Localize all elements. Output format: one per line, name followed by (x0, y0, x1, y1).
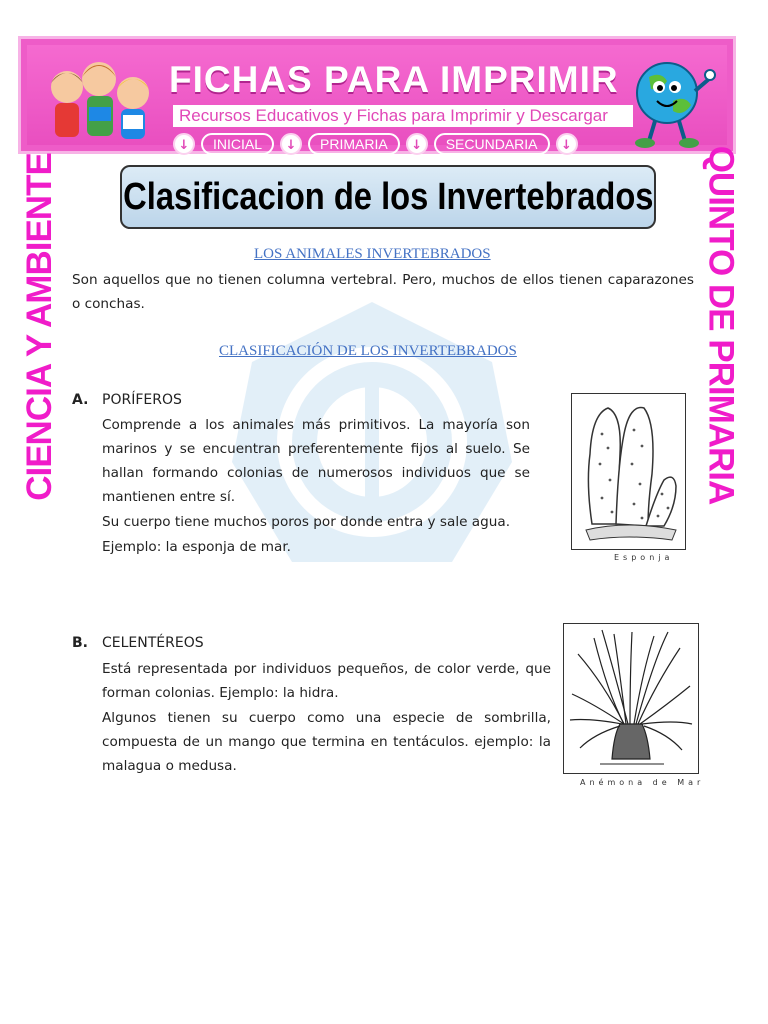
banner-background (27, 45, 727, 153)
subject-label (10, 153, 70, 501)
classification-heading: CLASIFICACIÓN DE LOS INVERTEBRADOS (219, 343, 517, 359)
grade-label (694, 145, 746, 505)
sponge-illustration (571, 393, 686, 550)
arrow-down-icon: ↓ (406, 133, 428, 155)
arrow-down-icon: ↓ (556, 133, 578, 155)
section-letter: B. (72, 635, 88, 651)
section-paragraph: Algunos tienen su cuerpo como una especie de sombrilla, compuesta de un mango que termina en tentáculos. ejemplo: la malagua o medusa. (102, 710, 551, 774)
intro-heading: LOS ANIMALES INVERTEBRADOS (254, 246, 491, 262)
nav-link-inicial[interactable]: INICIAL (201, 133, 274, 155)
anemone-drawing (564, 624, 698, 773)
image-caption: Anémona de Mar (580, 778, 705, 787)
section-paragraph: Comprende a los animales más primitivos. La mayoría son marinos y se encuentran preferentemente fijos al suelo. Se hallan formando colonias de numerosos individuos que se mantienen entre sí. (102, 417, 530, 505)
section-name: CELENTÉREOS (102, 635, 204, 651)
nav-link-secundaria[interactable]: SECUNDARIA (434, 133, 550, 155)
site-subtitle: Recursos Educativos y Fichas para Imprimir y Descargar (173, 105, 633, 127)
section-letter: A. (72, 392, 89, 408)
image-caption: Esponja (614, 553, 674, 562)
subject-label-text: CIENCIA Y AMBIENTE (20, 153, 60, 501)
section-title (72, 635, 204, 651)
site-title: FICHAS PARA IMPRIMIR (169, 59, 619, 100)
section-paragraph: Su cuerpo tiene muchos poros por donde entra y sale agua. (102, 514, 511, 530)
section-title (72, 392, 182, 408)
globe-mascot-icon (621, 51, 717, 151)
nav-link-primaria[interactable]: PRIMARIA (308, 133, 400, 155)
sponge-drawing (572, 394, 685, 549)
kids-illustration (37, 49, 162, 149)
anemone-illustration (563, 623, 699, 774)
section-paragraph: Está representada por individuos pequeños, de color verde, que forman colonias. Ejemplo: la hidra. (102, 661, 551, 701)
site-nav (173, 133, 578, 155)
section-paragraph: Ejemplo: la esponja de mar. (102, 539, 292, 555)
arrow-down-icon: ↓ (280, 133, 302, 155)
section-name: PORÍFEROS (102, 392, 182, 408)
header-banner (18, 36, 736, 154)
arrow-down-icon: ↓ (173, 133, 195, 155)
grade-label-text: QUINTO DE PRIMARIA (701, 145, 740, 505)
worksheet-title: Clasificacion de los Invertebrados (122, 175, 654, 218)
worksheet-title-box (120, 165, 656, 229)
intro-paragraph: Son aquellos que no tienen columna vertebral. Pero, muchos de ellos tienen caparazones o conchas. (72, 272, 694, 312)
